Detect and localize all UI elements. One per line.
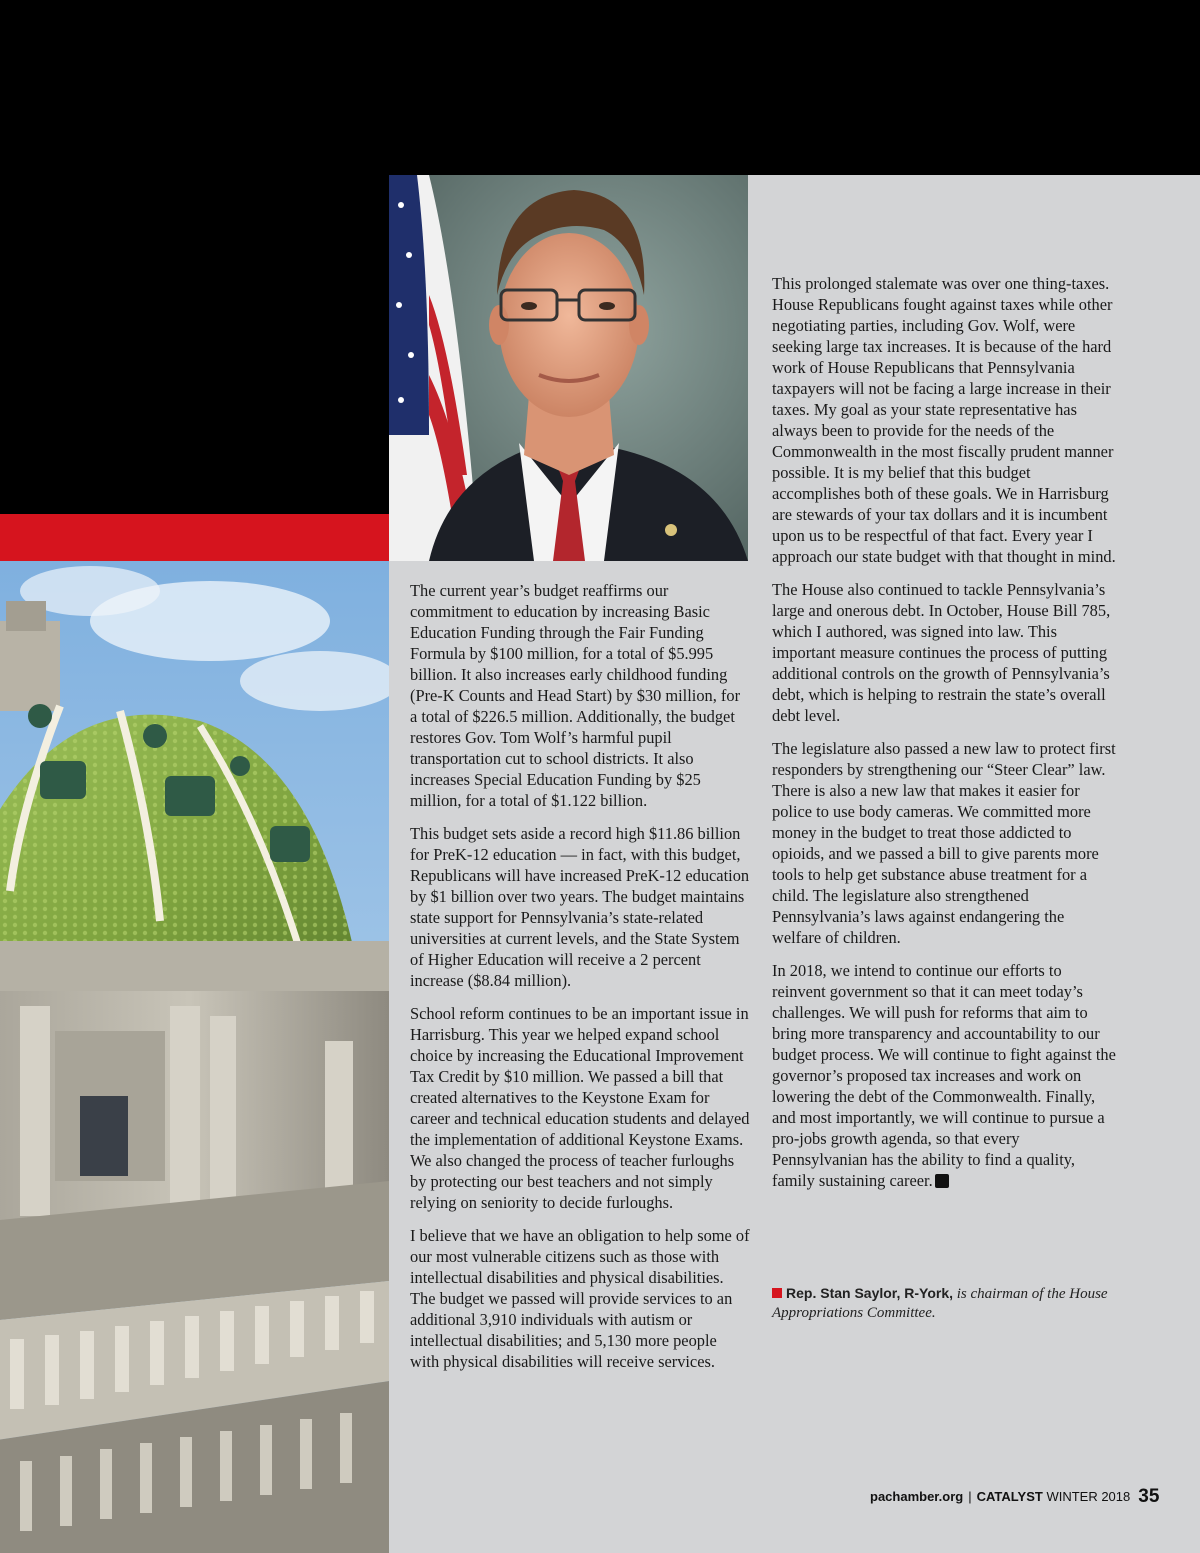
paragraph: This budget sets aside a record high $11.86 billion for PreK-12 education — in fact, with this budget, Republicans will have increased PreK-12 education by $1 billion over two years. The budget maintains state support for Pennsylvania’s state-related universities at current levels, and the State System of Higher Education will receive a 2 percent increase ($8.84 million). [410,824,750,990]
paragraph: The legislature also passed a new law to protect first responders by strengthening our “Steer Clear” law. There is also a new law that makes it easier for police to use body cameras. We committed more money in the budget to treat those addicted to opioids, and we passed a bill to give parents more tools to help get substance abuse treatment for a child. The legislature also strengthened Pennsylvania’s laws against endangering the welfare of children. [772,739,1116,947]
page-footer [870,1486,1160,1510]
header-black-band [0,0,1200,175]
capitol-dome-photo [0,561,389,1553]
left-black-block [0,175,389,514]
red-square-icon [772,1288,782,1298]
page-number: 35 [1138,1486,1160,1507]
author-name: Rep. Stan Saylor, R-York, [786,1285,954,1301]
article-right-column [772,273,1117,1203]
paragraph: School reform continues to be an important issue in Harrisburg. This year we helped expand school choice by increasing the Educational Improvement Tax Credit by $10 million. We passed a bill that created alternatives to the Keystone Exam for career and technical education students and delayed the implementation of additional Keystone Exams. We also changed the process of teacher furloughs by protecting our best teachers and not simply relying on seniority to decide furloughs. [410,1004,750,1212]
footer-magazine: CATALYST [976,1489,1043,1504]
paragraph: This prolonged stalemate was over one thing-taxes. House Republicans fought against taxes while other negotiating parties, including Gov. Wolf, were seeking large tax increases. It is because of the hard work of House Republicans that Pennsylvania taxpayers will not be facing a large increase in their taxes. My goal as your state representative has always been to provide for the needs of the Commonwealth in the most fiscally prudent manner possible. It is my belief that this budget accomplishes both of these goals. We in Harrisburg are stewards of your tax dollars and it is incumbent upon us to be respectful of that fact. Every year I approach our state budget with that thought in mind. [772,274,1116,566]
portrait-photo [389,175,748,561]
author-role: is chairman of the House Appropriations Committee. [772,1286,1108,1321]
author-bio [772,1284,1117,1323]
paragraph-final [772,960,1117,1191]
end-mark-icon [935,1174,949,1188]
footer-site: pachamber.org [870,1489,964,1504]
paragraph: The House also continued to tackle Pennsylvania’s large and onerous debt. In October, House Bill 785, which I authored, was signed into law. This important measure continues the process of putting additional controls on the growth of Pennsylvania’s debt, which is helping to restrain the state’s overall debt level. [772,580,1111,725]
paragraph: I believe that we have an obligation to help some of our most vulnerable citizens such as those with intellectual disabilities and physical disabilities. The budget we passed will provide services to an additional 3,910 individuals with autism or intellectual disabilities; and 5,130 more people with physical disabilities will receive services. [410,1226,750,1371]
red-accent-band [0,514,389,561]
article-left-column [410,580,750,1384]
paragraph: The current year’s budget reaffirms our commitment to education by increasing Basic Education Funding through the Fair Funding Formula by $100 million, for a total of $5.995 billion. It also increases early childhood funding (Pre-K Counts and Head Start) by $30 million, for a total of $226.5 million. Additionally, the budget restores Gov. Tom Wolf’s harmful pupil transportation cut to school districts. It also increases Special Education Funding by $25 million, for a total of $1.122 billion. [410,581,741,810]
footer-separator: | [968,1489,972,1504]
footer-issue: WINTER 2018 [1046,1489,1131,1504]
paragraph-final-text: In 2018, we intend to continue our efforts to reinvent government so that it can meet today’s challenges. We will push for reforms that aim to bring more transparency and accountability to our budget process. We will continue to fight against the governor’s proposed tax increases and work on lowering the debt of the Commonwealth. Finally, and most importantly, we will continue to pursue a pro-jobs growth agenda, so that every Pennsylvanian has the ability to find a quality, family sustaining career. [772,961,1116,1190]
